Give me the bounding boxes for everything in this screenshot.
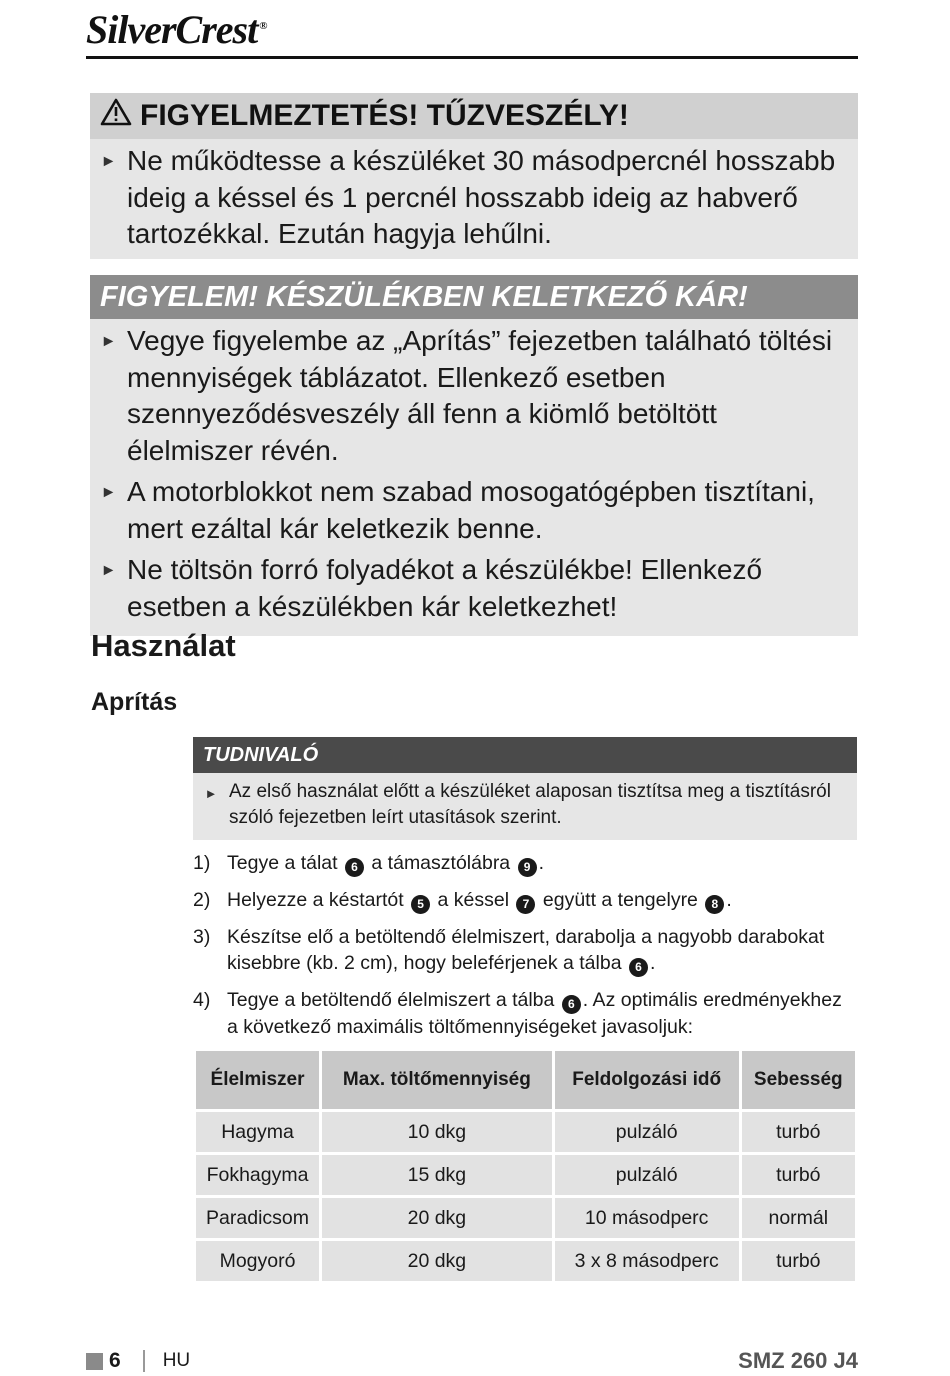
- arrow-bullet-icon: ►: [100, 333, 117, 350]
- table-cell: Fokhagyma: [196, 1155, 319, 1195]
- table-cell: Hagyma: [196, 1112, 319, 1152]
- steps-list: [193, 850, 857, 1050]
- table-cell: Mogyoró: [196, 1241, 319, 1281]
- column-header: Sebesség: [742, 1051, 855, 1109]
- step-number: 3): [193, 926, 211, 948]
- footer-divider: [143, 1350, 145, 1372]
- subsection-title: Aprítás: [91, 688, 178, 716]
- table-row: [196, 1198, 855, 1238]
- step-text: [227, 850, 857, 877]
- table-cell: 20 dkg: [322, 1241, 552, 1281]
- note-header: [193, 737, 857, 773]
- step-text-part: .: [726, 889, 732, 911]
- part-number-badge: 5: [411, 895, 430, 914]
- bullet-item: [90, 143, 846, 253]
- step-text-part: Tegye a betöltendő élelmiszert a tálba: [227, 989, 560, 1011]
- step-number: 4): [193, 989, 211, 1011]
- step-number: 1): [193, 852, 211, 874]
- warning-items: [90, 139, 858, 259]
- table-cell: normál: [742, 1198, 855, 1238]
- table-cell: 15 dkg: [322, 1155, 552, 1195]
- step-text-part: Tegye a tálat: [227, 852, 343, 874]
- step-text-part: Készítse elő a betöltendő élelmiszert, darabolja a nagyobb darabokat kisebbre (kb. 2 cm), hogy beleférjenek a tálba: [227, 926, 825, 974]
- step-text: [227, 887, 857, 914]
- section-title: Használat: [91, 628, 236, 663]
- table-cell: 20 dkg: [322, 1198, 552, 1238]
- step-item: [193, 850, 857, 877]
- language-code: HU: [162, 1350, 191, 1371]
- page-marker-square: [86, 1353, 103, 1370]
- step-text-part: .: [649, 952, 656, 974]
- column-header: Max. töltőmennyiség: [322, 1051, 552, 1109]
- table-body: [196, 1112, 855, 1281]
- brand-name: SilverCrest: [86, 7, 258, 52]
- warning-box: [90, 93, 858, 259]
- arrow-bullet-icon: ►: [100, 153, 117, 170]
- caution-title: FIGYELEM! KÉSZÜLÉKBEN KELETKEZŐ KÁR!: [100, 280, 748, 313]
- table-header-row: [196, 1051, 855, 1109]
- bullet-text: Vegye figyelembe az „Aprítás” fejezetben található töltési mennyiségek táblázatot. Ellenkező esetben szennyeződésveszély áll fenn a kiömlő betöltött élelmiszer révén.: [127, 325, 833, 466]
- bullet-text: Ne töltsön forró folyadékot a készülékbe! Ellenkező esetben a készülékben kár keletkezhet!: [127, 554, 763, 622]
- part-number-badge: 6: [345, 858, 364, 877]
- table-row: [196, 1241, 855, 1281]
- bullet-item: [90, 323, 846, 469]
- part-number-badge: 6: [629, 958, 648, 977]
- note-text: Az első használat előtt a készüléket alaposan tisztítsa meg a tisztításról szóló fejezetben leírt utasítások szerint.: [229, 781, 831, 828]
- table-cell: turbó: [742, 1241, 855, 1281]
- table-cell: 10 dkg: [322, 1112, 552, 1152]
- step-text: [227, 987, 857, 1040]
- table-row: [196, 1155, 855, 1195]
- part-number-badge: 6: [562, 995, 581, 1014]
- registered-mark: ®: [259, 19, 267, 32]
- arrow-bullet-icon: ►: [100, 562, 117, 579]
- table-cell: turbó: [742, 1112, 855, 1152]
- step-item: [193, 924, 857, 977]
- note-title: TUDNIVALÓ: [203, 743, 319, 766]
- table-cell: pulzáló: [555, 1155, 739, 1195]
- step-text-part: . Az optimális eredményekhez a következő maximális töltőmennyiségeket javasoljuk:: [227, 989, 842, 1038]
- warning-title: FIGYELMEZTETÉS! TŰZVESZÉLY!: [140, 99, 629, 132]
- step-item: [193, 987, 857, 1040]
- step-text: [227, 924, 857, 977]
- page-number: 6: [109, 1349, 121, 1372]
- part-number-badge: 8: [705, 895, 724, 914]
- header-rule: [86, 56, 858, 59]
- fill-quantity-table: [193, 1048, 858, 1284]
- brand-logo: [86, 6, 266, 53]
- model-number: SMZ 260 J4: [738, 1348, 858, 1373]
- column-header: Feldolgozási idő: [555, 1051, 739, 1109]
- part-number-badge: 9: [518, 858, 537, 877]
- caution-box-header: [90, 275, 858, 319]
- bullet-text: A motorblokkot nem szabad mosogatógépben tisztítani, mert ezáltal kár keletkezik benne.: [127, 476, 815, 544]
- step-text-part: együtt a tengelyre: [537, 889, 704, 911]
- arrow-bullet-icon: ►: [204, 786, 218, 801]
- step-number: 2): [193, 889, 211, 911]
- table-cell: pulzáló: [555, 1112, 739, 1152]
- table-cell: turbó: [742, 1155, 855, 1195]
- step-text-part: .: [538, 852, 544, 874]
- step-text-part: a késsel: [432, 889, 515, 911]
- bullet-item: [90, 552, 846, 625]
- caution-box: [90, 275, 858, 636]
- arrow-bullet-icon: ►: [100, 484, 117, 501]
- table-cell: Paradicsom: [196, 1198, 319, 1238]
- footer: [86, 1346, 858, 1376]
- step-item: [193, 887, 857, 914]
- bullet-text: Ne működtesse a készüléket 30 másodpercnél hosszabb ideig a késsel és 1 percnél hosszabb ideig az habverő tartozékkal. Ezután hagyja lehűlni.: [127, 145, 836, 249]
- warning-triangle-icon: [100, 98, 132, 134]
- table-cell: 3 x 8 másodperc: [555, 1241, 739, 1281]
- part-number-badge: 7: [516, 895, 535, 914]
- note-box: [193, 737, 857, 840]
- step-text-part: a támasztólábra: [366, 852, 516, 874]
- table-row: [196, 1112, 855, 1152]
- warning-box-header: [90, 93, 858, 139]
- step-text-part: Helyezze a késtartót: [227, 889, 410, 911]
- table-cell: 10 másodperc: [555, 1198, 739, 1238]
- caution-items: [90, 319, 858, 636]
- bullet-item: [90, 474, 846, 547]
- column-header: Élelmiszer: [196, 1051, 319, 1109]
- note-body: [193, 773, 857, 840]
